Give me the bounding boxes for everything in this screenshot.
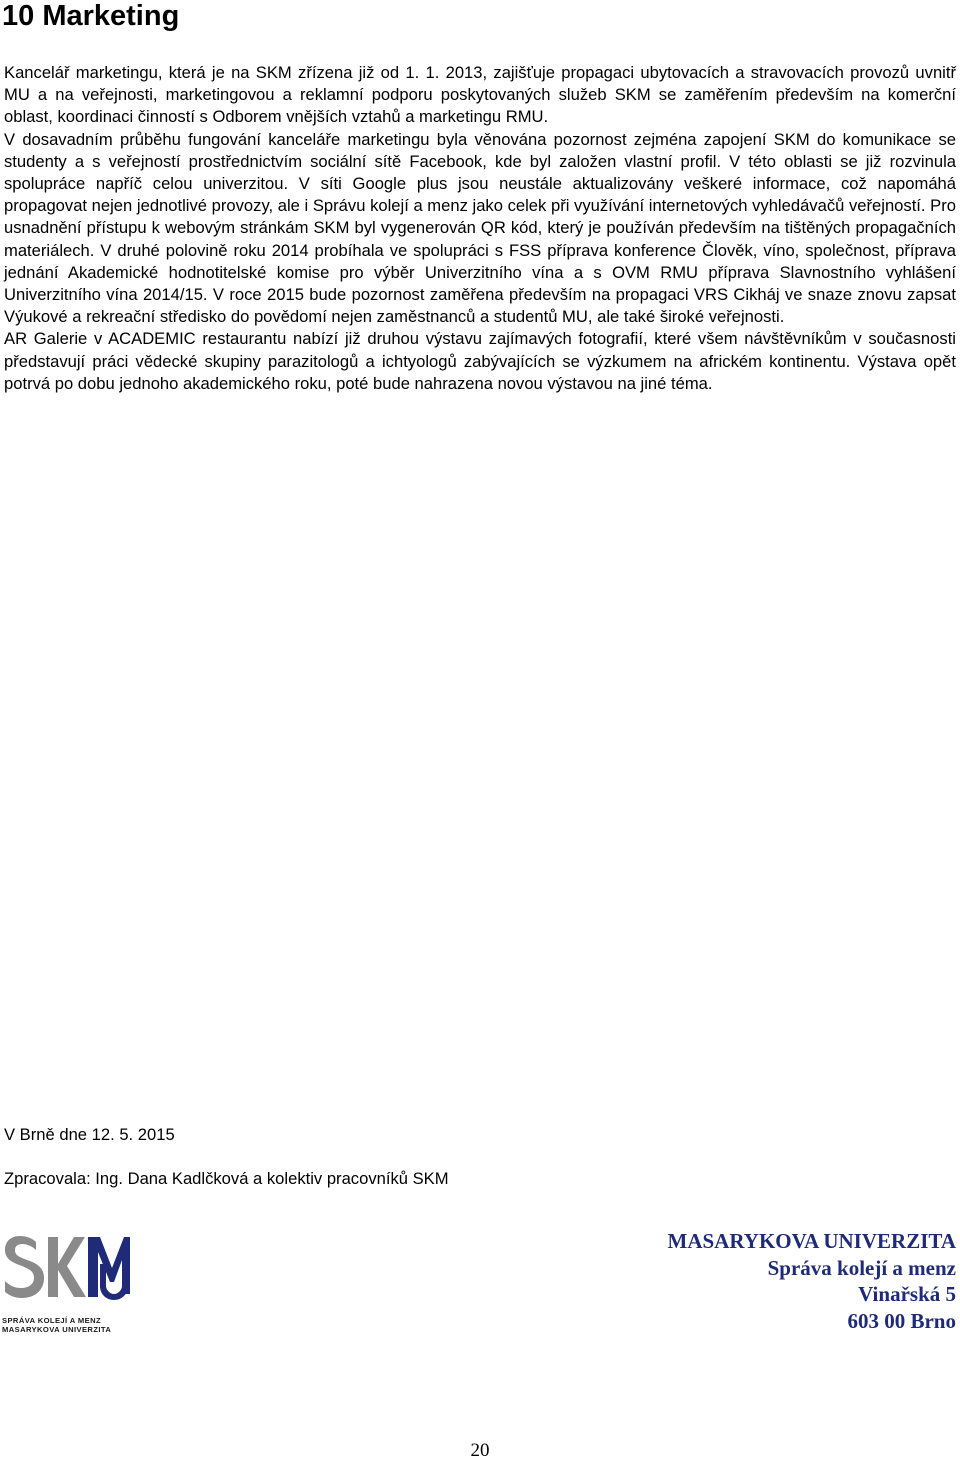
logo-subtitle-line1: SPRÁVA KOLEJÍ A MENZ: [2, 1316, 101, 1325]
paragraph: Kancelář marketingu, která je na SKM zřízena již od 1. 1. 2013, zajišťuje propagaci ubytovacích a stravovacích provozů uvnitř MU a na veřejnosti, marketingovou a reklamní podporu poskytovaných služeb SKM se zaměřením především na komerční oblast, koordinaci činností s Odborem vnějších vztahů a marketingu RMU.: [4, 63, 956, 127]
author-line: Zpracovala: Ing. Dana Kadlčková a kolektiv pracovníků SKM: [4, 1169, 449, 1188]
address-block: [668, 1228, 956, 1334]
address-city: 603 00 Brno: [847, 1308, 956, 1333]
paragraph: AR Galerie v ACADEMIC restaurantu nabízí již druhou výstavu zajímavých fotografií, které všem návštěvníkům v současnosti představují práci vědecké skupiny parazitologů a ichtyologů zabývajících se výzkumem na africkém kontinentu. Výstava opět potrvá po dobu jednoho akademického roku, poté bude nahrazena novou výstavou na jiné téma.: [4, 329, 956, 393]
skm-logo: [2, 1234, 132, 1340]
body-text: [4, 62, 956, 395]
logo-subtitle-line2: MASARYKOVA UNIVERZITA: [2, 1325, 112, 1334]
section-heading: 10 Marketing: [2, 0, 180, 32]
address-street: Vinařská 5: [858, 1282, 956, 1307]
skm-logo-mark: [2, 1234, 132, 1316]
address-university: MASARYKOVA UNIVERZITA: [667, 1229, 956, 1253]
page-number: 20: [470, 1440, 490, 1461]
logo-subtitle: [2, 1316, 132, 1334]
address-department: Správa kolejí a menz: [767, 1255, 956, 1280]
paragraph: V dosavadním průběhu fungování kanceláře marketingu byla věnována pozornost zejména zapojení SKM do komunikace se studenty a s veřejností prostřednictvím sociální sítě Facebook, kde byl založen vlastní profil. V této oblasti se již rozvinula spolupráce napříč celou univerzitou. V síti Google plus jsou neustále aktualizovány veškeré informace, což napomáhá propagovat nejen jednotlivé provozy, ale i Správu kolejí a menz jako celek při využívání internetových vyhledávačů veřejností. Pro usnadnění přístupu k webovým stránkám SKM byl vygenerován QR kód, který je používán především na tištěných propagačních materiálech. V druhé polovině roku 2014 probíhala ve spolupráci s FSS příprava konference Člověk, víno, společnost, příprava jednání Akademické hodnotitelské komise pro výběr Univerzitního vína a s OVM RMU příprava Slavnostního vyhlášení Univerzitního vína 2014/15. V roce 2015 bude pozornost zaměřena především na propagaci VRS Cikháj ve snaze znovu zapsat Výukové a rekreační středisko do povědomí nejen zaměstnanců a studentů MU, ale také široké veřejnosti.: [4, 129, 956, 327]
date-line: V Brně dne 12. 5. 2015: [4, 1125, 175, 1144]
